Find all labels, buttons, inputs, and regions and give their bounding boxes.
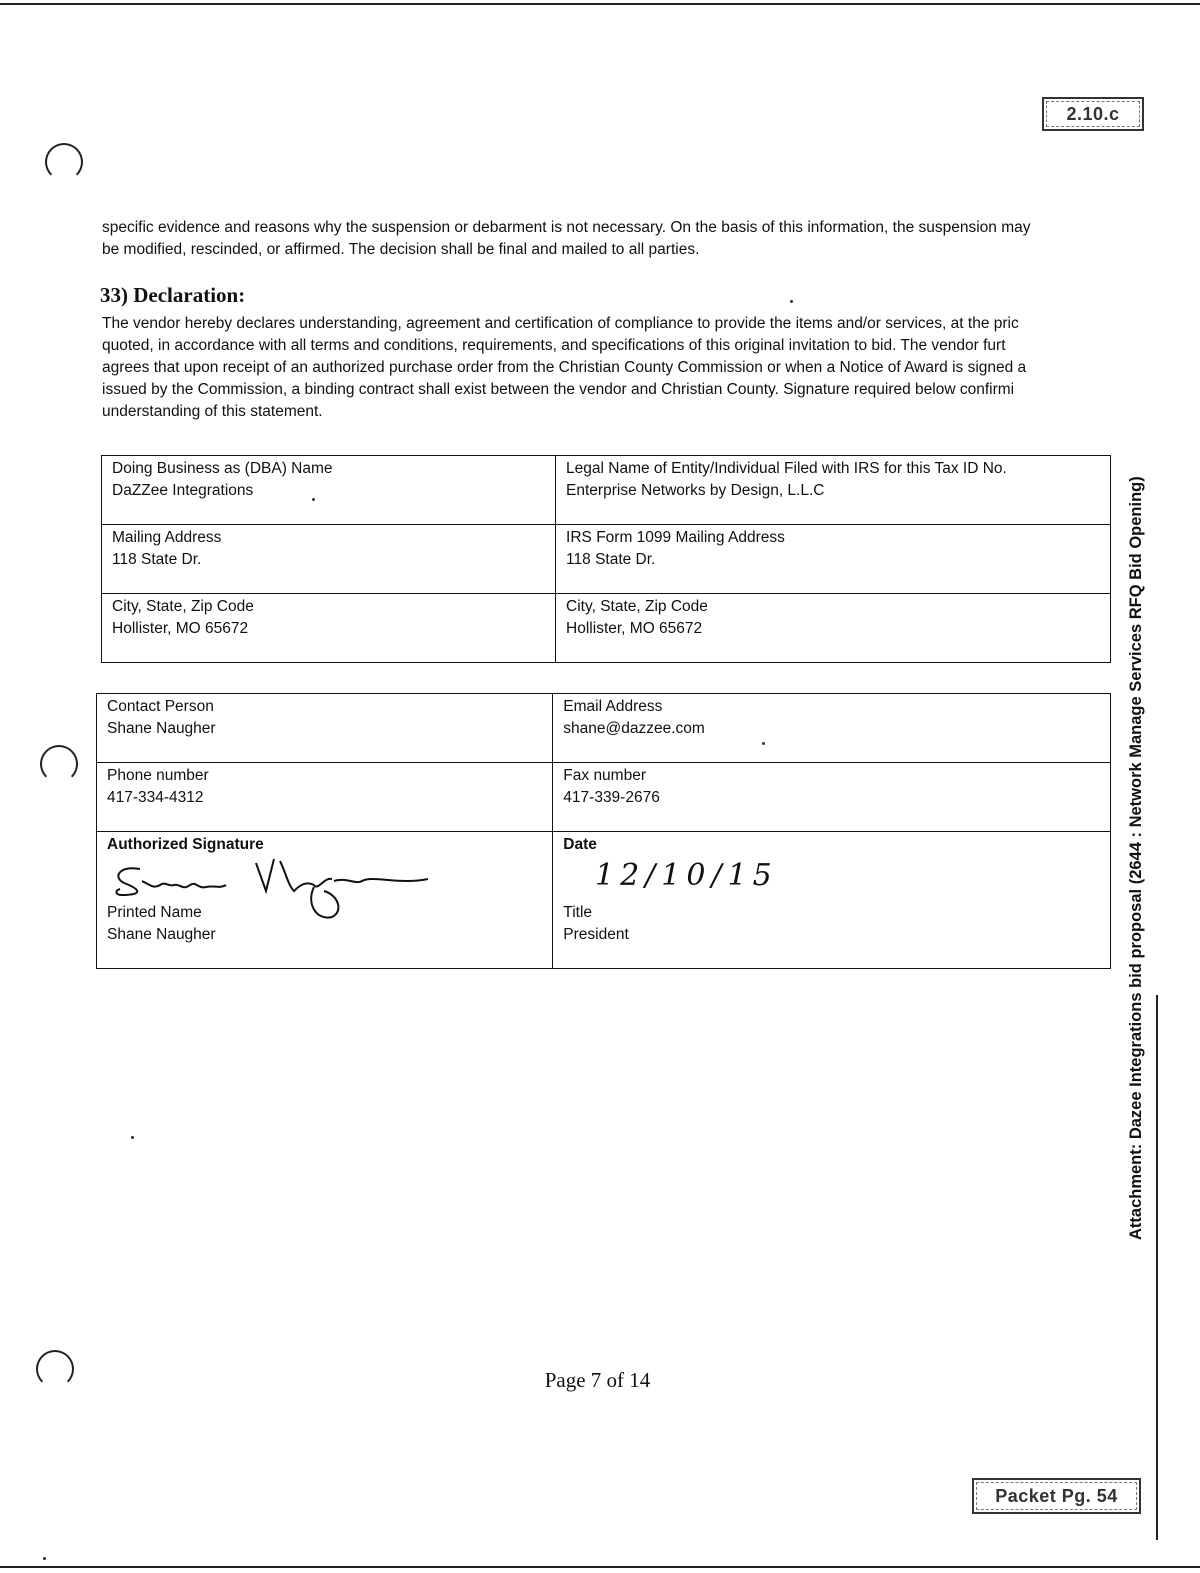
irs-mailing-address-label: IRS Form 1099 Mailing Address [566, 529, 785, 546]
fax-value: 417-339-2676 [563, 789, 660, 806]
legal-name-value: Enterprise Networks by Design, L.L.C [566, 482, 825, 499]
dba-value: DaZZee Integrations [112, 482, 254, 499]
declaration-line: The vendor hereby declares understanding, agreement and certification of compliance to provide the items and/or services, at the pric [102, 315, 1019, 332]
punch-hole-icon [40, 745, 78, 783]
city-state-zip-value: Hollister, MO 65672 [112, 620, 249, 637]
dba-label: Doing Business as (DBA) Name [112, 460, 333, 477]
scan-speck [131, 1136, 134, 1139]
agenda-item-stamp: 2.10.c [1042, 97, 1144, 131]
intro-paragraph [102, 217, 1112, 261]
scan-speck [762, 742, 765, 745]
legal-name-label: Legal Name of Entity/Individual Filed with IRS for this Tax ID No. [566, 460, 1007, 477]
attachment-side-note: Attachment: Dazee Integrations bid proposal (2644 : Network Manage Services RFQ Bid Opening) [1127, 476, 1145, 1240]
declaration-line: issued by the Commission, a binding contract shall exist between the vendor and Christian County. Signature required below confirmi [102, 381, 1015, 398]
section-heading: 33) Declaration: [100, 283, 246, 307]
declaration-line: understanding of this statement. [102, 403, 323, 420]
handwritten-date: 12/10/15 [595, 858, 778, 893]
legal-name-cell [556, 456, 1111, 525]
irs-city-state-zip-cell [556, 594, 1111, 663]
fax-cell [553, 763, 1111, 832]
mailing-address-label: Mailing Address [112, 529, 222, 546]
top-border-line [0, 3, 1200, 5]
mailing-address-cell [102, 525, 556, 594]
contact-person-value: Shane Naugher [107, 720, 216, 737]
punch-hole-icon [45, 143, 83, 181]
scan-speck [312, 498, 315, 501]
title-value: President [563, 926, 629, 943]
right-margin-line [1156, 995, 1158, 1540]
phone-value: 417-334-4312 [107, 789, 204, 806]
title-cell [553, 900, 1111, 969]
fax-label: Fax number [563, 767, 646, 784]
page-number: Page 7 of 14 [544, 1368, 651, 1392]
handwritten-signature [110, 855, 440, 930]
declaration-line: agrees that upon receipt of an authorized purchase order from the Christian County Commission or when a Notice of Award is signed a [102, 359, 1027, 376]
dba-cell [102, 456, 556, 525]
date-label: Date [563, 836, 597, 853]
declaration-paragraph [102, 313, 1112, 423]
contact-person-cell [97, 694, 553, 763]
email-value: shane@dazzee.com [563, 720, 705, 737]
signature-label: Authorized Signature [107, 836, 264, 853]
city-state-zip-label: City, State, Zip Code [112, 598, 254, 615]
irs-mailing-address-value: 118 State Dr. [566, 551, 656, 568]
contact-person-label: Contact Person [107, 698, 214, 715]
phone-cell [97, 763, 553, 832]
email-label: Email Address [563, 698, 663, 715]
bottom-border-line [0, 1566, 1200, 1568]
scan-speck [43, 1557, 46, 1560]
city-state-zip-cell [102, 594, 556, 663]
packet-page-stamp: Packet Pg. 54 [972, 1478, 1141, 1514]
printed-name-label: Printed Name [107, 904, 202, 921]
declaration-line: quoted, in accordance with all terms and conditions, requirements, and specifications of this original invitation to bid. The vendor furt [102, 337, 1006, 354]
irs-city-state-zip-label: City, State, Zip Code [566, 598, 708, 615]
intro-line: specific evidence and reasons why the suspension or debarment is not necessary. On the basis of this information, the suspension may [102, 219, 1031, 236]
email-cell [553, 694, 1111, 763]
mailing-address-value: 118 State Dr. [112, 551, 202, 568]
scan-speck [790, 300, 793, 303]
title-label: Title [563, 904, 593, 921]
irs-city-state-zip-value: Hollister, MO 65672 [566, 620, 703, 637]
printed-name-value: Shane Naugher [107, 926, 216, 943]
phone-label: Phone number [107, 767, 209, 784]
intro-line: be modified, rescinded, or affirmed. The decision shall be final and mailed to all parties. [102, 241, 700, 258]
irs-mailing-address-cell [556, 525, 1111, 594]
vendor-info-table [101, 455, 1111, 663]
